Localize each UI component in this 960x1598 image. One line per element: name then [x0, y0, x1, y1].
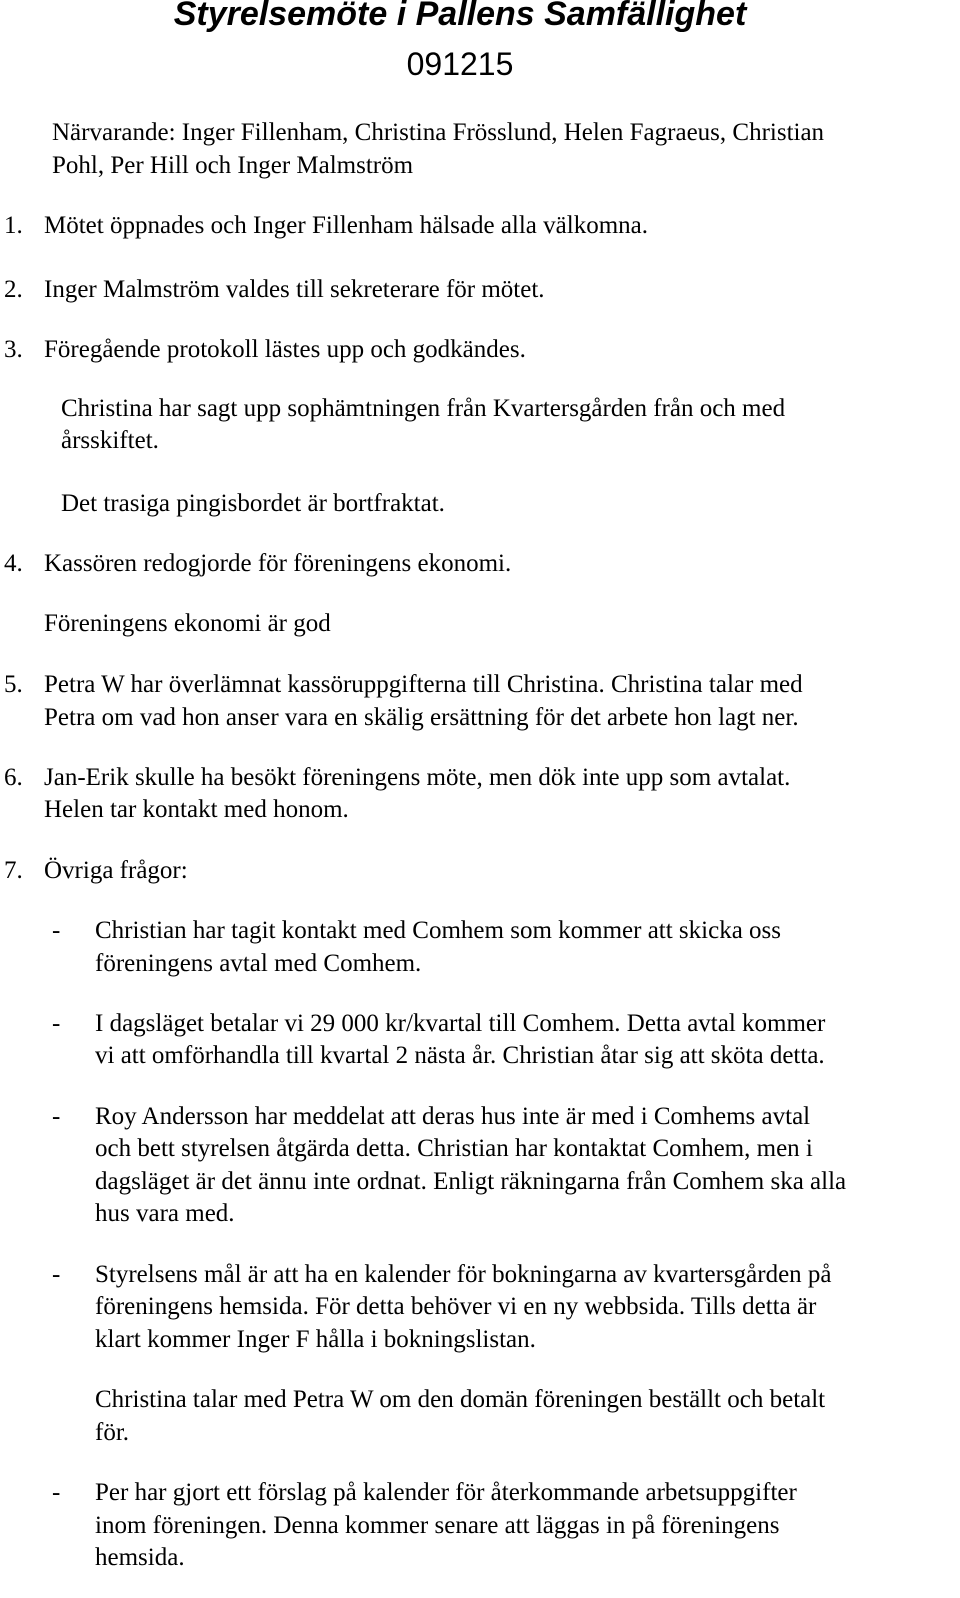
item3-note-line: årsskiftet. — [61, 427, 159, 454]
attendance-line: Pohl, Per Hill och Inger Malmström — [52, 152, 414, 179]
bullet-line: Per har gjort ett förslag på kalender för återkommande arbetsuppgifter — [95, 1479, 797, 1506]
bullet-line: vi att omförhandla till kvartal 2 nästa år. Christian åtar sig att sköta detta. — [95, 1042, 825, 1069]
paragraph-line: för. — [95, 1419, 130, 1446]
meeting-date: 091215 — [406, 46, 514, 82]
bullet-line: I dagsläget betalar vi 29 000 kr/kvartal till Comhem. Detta avtal kommer — [95, 1010, 826, 1037]
item-number: 1. — [4, 212, 23, 239]
item-text: Föregående protokoll lästes upp och godkändes. — [44, 336, 526, 363]
bullet-dash: - — [52, 1479, 61, 1506]
item-text: Mötet öppnades och Inger Fillenham hälsade alla välkomna. — [44, 212, 648, 239]
bullet-line: inom föreningen. Denna kommer senare att läggas in på föreningens — [95, 1512, 780, 1539]
bullet-line: hemsida. — [95, 1544, 185, 1571]
bullet-dash: - — [52, 917, 61, 944]
bullet-dash: - — [52, 1261, 61, 1288]
bullet-line: Roy Andersson har meddelat att deras hus inte är med i Comhems avtal — [95, 1103, 811, 1130]
item-number: 2. — [4, 276, 23, 303]
attendance-line: Närvarande: Inger Fillenham, Christina Frösslund, Helen Fagraeus, Christian — [52, 119, 825, 146]
bullet-line: föreningens hemsida. För detta behöver vi en ny webbsida. Tills detta är — [95, 1293, 817, 1320]
item-text: Inger Malmström valdes till sekreterare för mötet. — [44, 276, 545, 303]
item-text: Jan-Erik skulle ha besökt föreningens möte, men dök inte upp som avtalat. — [44, 764, 791, 791]
bullet-line: klart kommer Inger F hålla i bokningslistan. — [95, 1326, 536, 1353]
bullet-line: och bett styrelsen åtgärda detta. Christian har kontaktat Comhem, men i — [95, 1135, 813, 1162]
item-text: Petra W har överlämnat kassöruppgifterna till Christina. Christina talar med — [44, 671, 803, 698]
paragraph-line: Christina talar med Petra W om den domän föreningen beställt och betalt — [95, 1386, 826, 1413]
item-number: 6. — [4, 764, 23, 791]
item3-note-line: Det trasiga pingisbordet är bortfraktat. — [61, 490, 445, 517]
bullet-line: hus vara med. — [95, 1200, 235, 1227]
item-number: 4. — [4, 550, 23, 577]
item-text: Helen tar kontakt med honom. — [44, 796, 349, 823]
item3-note-line: Christina har sagt upp sophämtningen från Kvartersgården från och med — [61, 395, 786, 422]
item-number: 5. — [4, 671, 23, 698]
bullet-line: dagsläget är det ännu inte ordnat. Enligt räkningarna från Comhem ska alla — [95, 1168, 847, 1195]
bullet-dash: - — [52, 1010, 61, 1037]
document-title: Styrelsemöte i Pallens Samfällighet — [173, 0, 747, 33]
bullet-line: Styrelsens mål är att ha en kalender för bokningarna av kvartersgården på — [95, 1261, 832, 1288]
item-text: Petra om vad hon anser vara en skälig ersättning för det arbete hon lagt ner. — [44, 704, 799, 731]
item-text: Övriga frågor: — [44, 857, 188, 884]
item-number: 3. — [4, 336, 23, 363]
bullet-line: föreningens avtal med Comhem. — [95, 950, 422, 977]
item-text: Kassören redogjorde för föreningens ekonomi. — [44, 550, 512, 577]
bullet-dash: - — [52, 1103, 61, 1130]
item4-note-line: Föreningens ekonomi är god — [44, 610, 331, 637]
item-number: 7. — [4, 857, 23, 884]
bullet-line: Christian har tagit kontakt med Comhem som kommer att skicka oss — [95, 917, 782, 944]
